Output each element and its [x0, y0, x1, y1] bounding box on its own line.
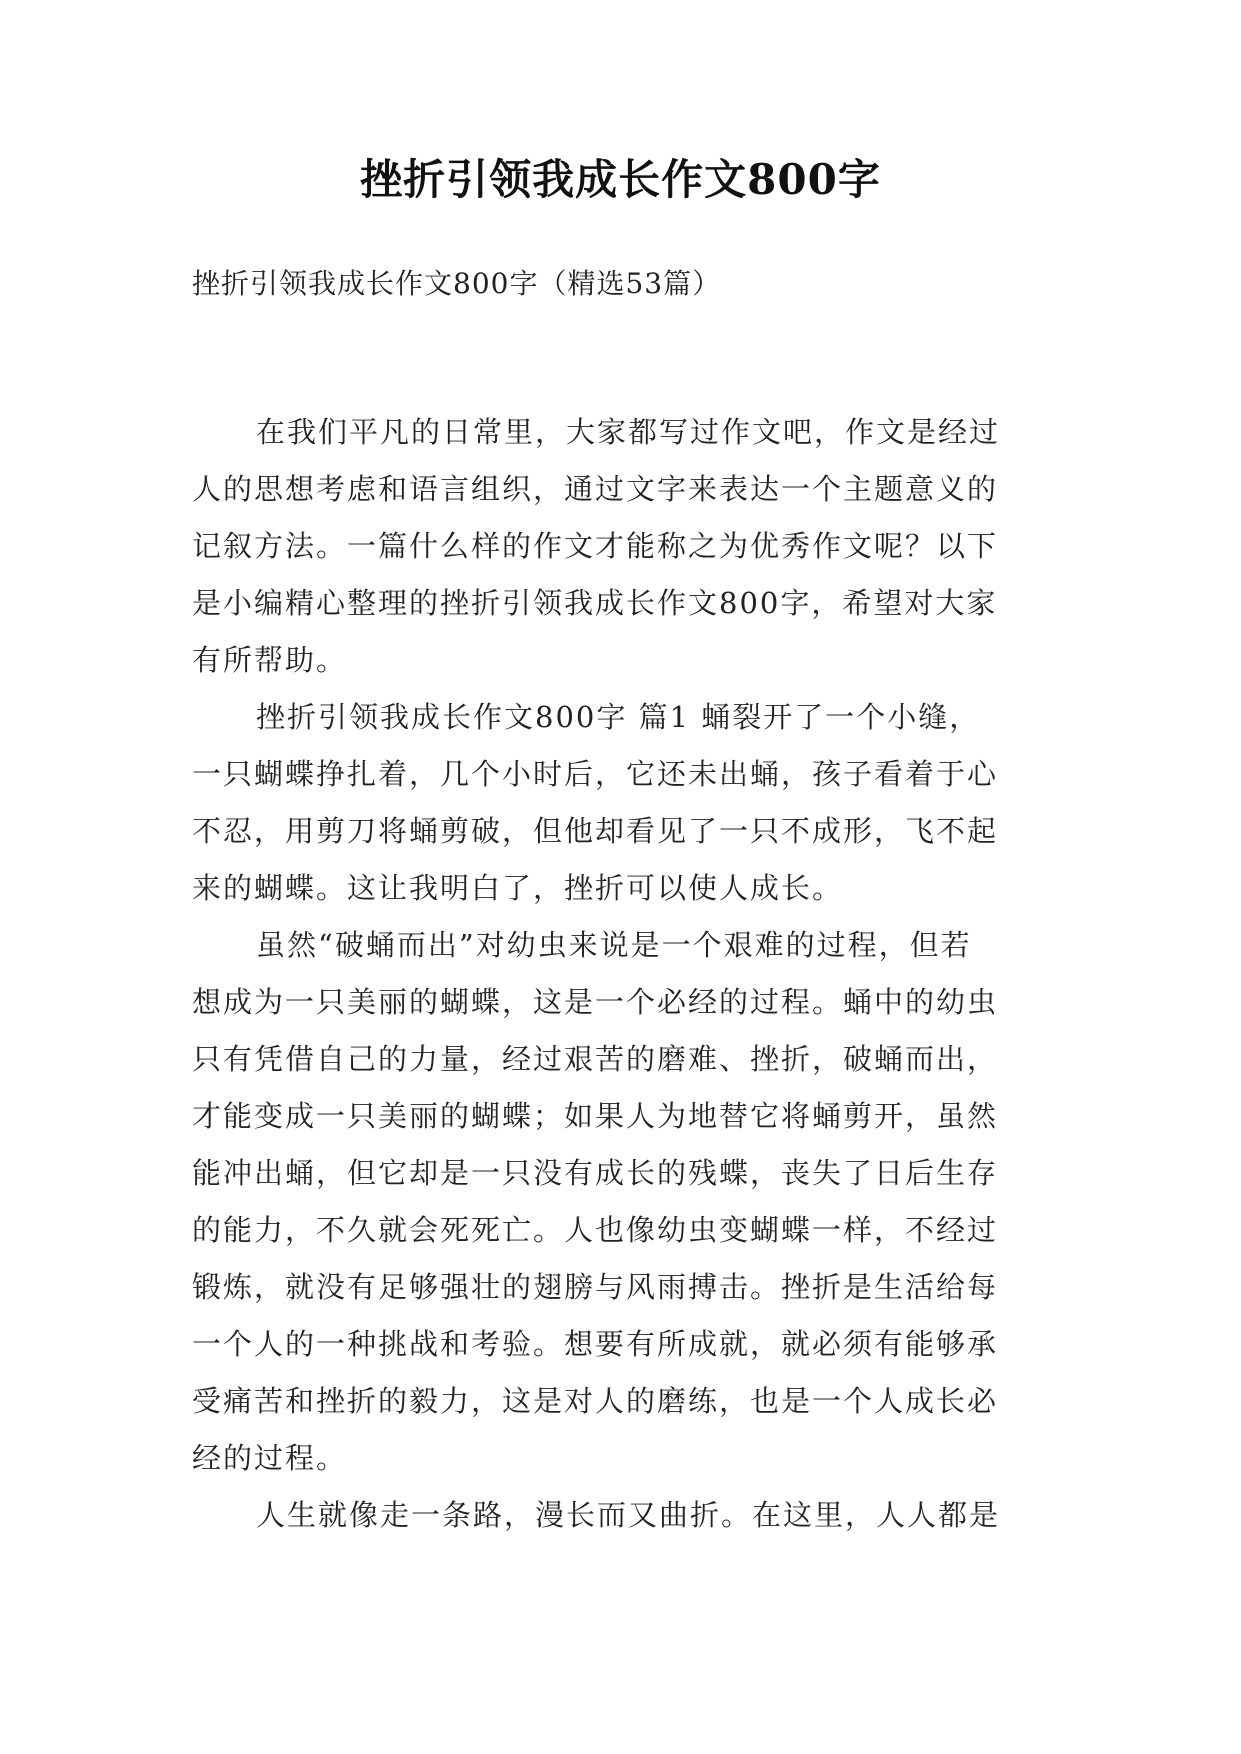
paragraph-line: 经的过程。 — [192, 1441, 348, 1475]
paragraph-essay-1-body — [192, 917, 1052, 1487]
paragraph-line: 锻炼，就没有足够强壮的翅膀与风雨搏击。挫折是生活给每 — [192, 1270, 999, 1304]
paragraph-line: 虽然“破蛹而出”对幼虫来说是一个艰难的过程，但若 — [256, 928, 972, 962]
document-subtitle: 挫折引领我成长作文800字（精选53篇） — [192, 267, 722, 300]
document-body — [192, 404, 1052, 1544]
paragraph-line: 是小编精心整理的挫折引领我成长作文800字，希望对大家 — [192, 586, 998, 620]
paragraph-line: 受痛苦和挫折的毅力，这是对人的磨练，也是一个人成长必 — [192, 1384, 999, 1418]
paragraph-line: 人的思想考虑和语言组织，通过文字来表达一个主题意义的 — [192, 472, 999, 506]
paragraph-line: 能冲出蛹，但它却是一只没有成长的残蝶，丧失了日后生存 — [192, 1156, 999, 1190]
paragraph-line: 挫折引领我成长作文800字 篇1 蛹裂开了一个小缝， — [256, 700, 981, 734]
paragraph-intro — [192, 404, 1052, 689]
paragraph-essay-1-continued — [192, 1487, 1052, 1544]
document-title: 挫折引领我成长作文800字 — [360, 155, 881, 204]
paragraph-line: 在我们平凡的日常里，大家都写过作文吧，作文是经过 — [256, 415, 1001, 449]
paragraph-line: 才能变成一只美丽的蝴蝶；如果人为地替它将蛹剪开，虽然 — [192, 1099, 999, 1133]
paragraph-line: 想成为一只美丽的蝴蝶，这是一个必经的过程。蛹中的幼虫 — [192, 985, 999, 1019]
paragraph-line: 不忍，用剪刀将蛹剪破，但他却看见了一只不成形，飞不起 — [192, 814, 999, 848]
paragraph-line: 的能力，不久就会死死亡。人也像幼虫变蝴蝶一样，不经过 — [192, 1213, 999, 1247]
paragraph-line: 只有凭借自己的力量，经过艰苦的磨难、挫折，破蛹而出， — [192, 1042, 999, 1076]
paragraph-line: 一只蝴蝶挣扎着，几个小时后，它还未出蛹，孩子看着于心 — [192, 757, 999, 791]
paragraph-line: 一个人的一种挑战和考验。想要有所成就，就必须有能够承 — [192, 1327, 999, 1361]
paragraph-line: 记叙方法。一篇什么样的作文才能称之为优秀作文呢？以下 — [192, 529, 999, 563]
paragraph-line: 有所帮助。 — [192, 643, 348, 677]
paragraph-line: 来的蝴蝶。这让我明白了，挫折可以使人成长。 — [192, 871, 844, 905]
paragraph-essay-1-opening — [192, 689, 1052, 917]
paragraph-line: 人生就像走一条路，漫长而又曲折。在这里，人人都是 — [256, 1498, 1001, 1532]
